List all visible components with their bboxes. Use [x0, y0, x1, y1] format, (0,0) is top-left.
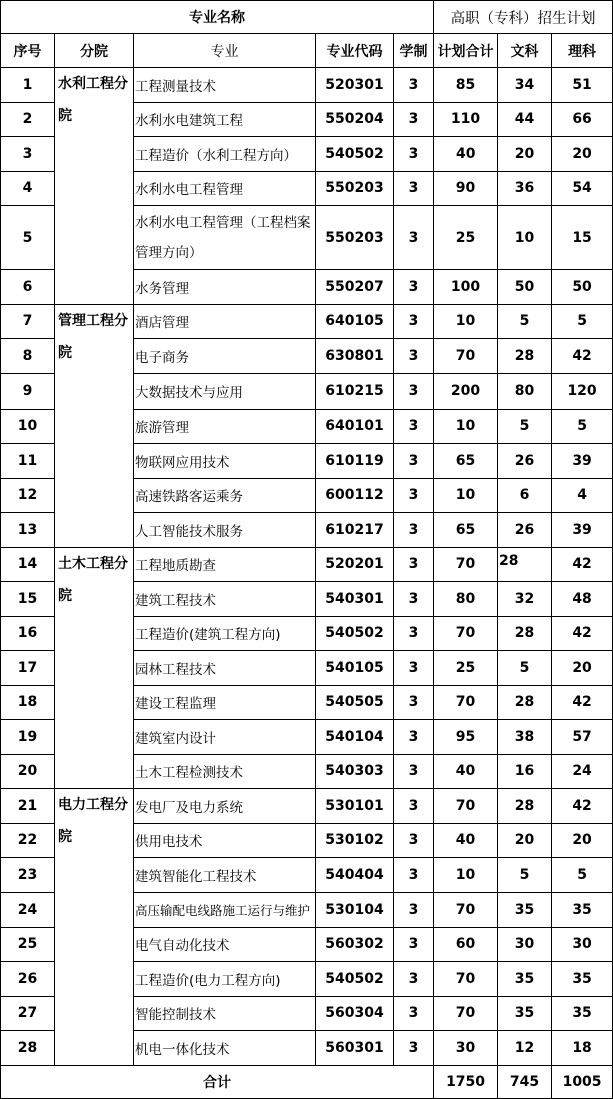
row-number: 24	[1, 892, 55, 927]
title-row	[1, 1, 613, 34]
li-count: 5	[552, 304, 613, 339]
major-name: 建筑室内设计	[134, 720, 316, 755]
li-count: 20	[552, 823, 613, 858]
major-code: 540502	[316, 616, 394, 651]
plan-total: 90	[434, 171, 498, 206]
major-code: 540404	[316, 858, 394, 893]
li-count: 35	[552, 892, 613, 927]
study-years: 3	[394, 444, 434, 479]
major-name: 工程造价（水利工程方向）	[134, 137, 316, 172]
study-years: 3	[394, 858, 434, 893]
totals-plan: 1750	[434, 1065, 498, 1098]
major-name-header: 专业名称	[1, 1, 434, 34]
major-name: 建设工程监理	[134, 685, 316, 720]
plan-total: 40	[434, 754, 498, 789]
plan-title-header: 高职（专科）招生计划	[434, 1, 613, 34]
row-number: 6	[1, 270, 55, 305]
li-count: 42	[552, 616, 613, 651]
li-count: 30	[552, 927, 613, 962]
table-row	[1, 789, 613, 824]
row-number: 8	[1, 339, 55, 374]
row-number: 1	[1, 68, 55, 103]
major-code: 640101	[316, 409, 394, 444]
study-years: 3	[394, 754, 434, 789]
study-years: 3	[394, 720, 434, 755]
row-number: 13	[1, 513, 55, 548]
col-header-years: 学制	[394, 34, 434, 68]
wen-count: 44	[498, 102, 552, 137]
major-name: 大数据技术与应用	[134, 373, 316, 409]
major-code: 520301	[316, 68, 394, 103]
plan-total: 70	[434, 996, 498, 1031]
major-name: 水务管理	[134, 270, 316, 305]
major-code: 530102	[316, 823, 394, 858]
study-years: 3	[394, 339, 434, 374]
major-name: 工程测量技术	[134, 68, 316, 103]
row-number: 14	[1, 547, 55, 582]
study-years: 3	[394, 1031, 434, 1066]
plan-total: 100	[434, 270, 498, 305]
study-years: 3	[394, 102, 434, 137]
wen-count: 30	[498, 927, 552, 962]
table-row	[1, 304, 613, 339]
wen-count: 34	[498, 68, 552, 103]
major-name: 工程造价(电力工程方向)	[134, 962, 316, 997]
plan-total: 70	[434, 547, 498, 582]
col-header-li: 理科	[552, 34, 613, 68]
row-number: 18	[1, 685, 55, 720]
study-years: 3	[394, 206, 434, 270]
totals-li: 1005	[552, 1065, 613, 1098]
table-row	[1, 547, 613, 582]
major-name: 水利水电工程管理	[134, 171, 316, 206]
li-count: 54	[552, 171, 613, 206]
major-name: 人工智能技术服务	[134, 513, 316, 548]
wen-count: 35	[498, 892, 552, 927]
major-code: 550203	[316, 171, 394, 206]
department-name: 水利工程分院	[55, 68, 134, 305]
study-years: 3	[394, 513, 434, 548]
major-code: 610217	[316, 513, 394, 548]
wen-count: 32	[498, 582, 552, 617]
plan-total: 25	[434, 206, 498, 270]
major-code: 640105	[316, 304, 394, 339]
major-name: 发电厂及电力系统	[134, 789, 316, 824]
study-years: 3	[394, 892, 434, 927]
wen-count: 35	[498, 962, 552, 997]
major-name: 高压输配电线路施工运行与维护	[134, 892, 316, 927]
major-code: 550207	[316, 270, 394, 305]
major-code: 550204	[316, 102, 394, 137]
col-header-department: 分院	[55, 34, 134, 68]
plan-total: 40	[434, 137, 498, 172]
plan-total: 10	[434, 858, 498, 893]
major-name: 土木工程检测技术	[134, 754, 316, 789]
wen-count: 38	[498, 720, 552, 755]
wen-count: 5	[498, 304, 552, 339]
major-name: 电气自动化技术	[134, 927, 316, 962]
plan-total: 70	[434, 685, 498, 720]
plan-total: 70	[434, 892, 498, 927]
li-count: 39	[552, 513, 613, 548]
plan-total: 70	[434, 962, 498, 997]
department-name: 电力工程分院	[55, 789, 134, 1066]
row-number: 25	[1, 927, 55, 962]
column-header-row	[1, 34, 613, 68]
row-number: 7	[1, 304, 55, 339]
wen-count: 28	[498, 547, 552, 582]
wen-count: 12	[498, 1031, 552, 1066]
major-code: 560304	[316, 996, 394, 1031]
row-number: 23	[1, 858, 55, 893]
major-name: 酒店管理	[134, 304, 316, 339]
major-code: 540105	[316, 651, 394, 686]
major-code: 610119	[316, 444, 394, 479]
li-count: 51	[552, 68, 613, 103]
major-code: 560302	[316, 927, 394, 962]
study-years: 3	[394, 270, 434, 305]
row-number: 27	[1, 996, 55, 1031]
wen-count: 5	[498, 409, 552, 444]
wen-count: 5	[498, 651, 552, 686]
row-number: 5	[1, 206, 55, 270]
li-count: 48	[552, 582, 613, 617]
wen-count: 26	[498, 444, 552, 479]
row-number: 4	[1, 171, 55, 206]
plan-total: 70	[434, 339, 498, 374]
li-count: 57	[552, 720, 613, 755]
plan-total: 200	[434, 373, 498, 409]
study-years: 3	[394, 68, 434, 103]
major-code: 520201	[316, 547, 394, 582]
major-code: 550203	[316, 206, 394, 270]
plan-total: 70	[434, 616, 498, 651]
li-count: 120	[552, 373, 613, 409]
study-years: 3	[394, 651, 434, 686]
wen-count: 35	[498, 996, 552, 1031]
li-count: 20	[552, 651, 613, 686]
major-name: 供用电技术	[134, 823, 316, 858]
li-count: 20	[552, 137, 613, 172]
wen-count: 50	[498, 270, 552, 305]
major-name: 水利水电工程管理（工程档案管理方向）	[134, 206, 316, 270]
study-years: 3	[394, 373, 434, 409]
major-code: 540505	[316, 685, 394, 720]
li-count: 42	[552, 547, 613, 582]
study-years: 3	[394, 547, 434, 582]
li-count: 35	[552, 962, 613, 997]
row-number: 21	[1, 789, 55, 824]
col-header-no: 序号	[1, 34, 55, 68]
plan-total: 70	[434, 789, 498, 824]
wen-count: 28	[498, 685, 552, 720]
major-name: 工程造价(建筑工程方向)	[134, 616, 316, 651]
study-years: 3	[394, 409, 434, 444]
li-count: 42	[552, 789, 613, 824]
plan-total: 95	[434, 720, 498, 755]
row-number: 17	[1, 651, 55, 686]
wen-count: 16	[498, 754, 552, 789]
row-number: 9	[1, 373, 55, 409]
major-code: 540502	[316, 137, 394, 172]
study-years: 3	[394, 823, 434, 858]
major-name: 工程地质勘查	[134, 547, 316, 582]
li-count: 18	[552, 1031, 613, 1066]
plan-total: 25	[434, 651, 498, 686]
row-number: 12	[1, 478, 55, 513]
study-years: 3	[394, 616, 434, 651]
major-name: 园林工程技术	[134, 651, 316, 686]
study-years: 3	[394, 137, 434, 172]
row-number: 11	[1, 444, 55, 479]
row-number: 10	[1, 409, 55, 444]
wen-count: 28	[498, 616, 552, 651]
row-number: 19	[1, 720, 55, 755]
plan-total: 10	[434, 478, 498, 513]
plan-total: 60	[434, 927, 498, 962]
major-name: 水利水电建筑工程	[134, 102, 316, 137]
wen-count: 26	[498, 513, 552, 548]
major-code: 530104	[316, 892, 394, 927]
col-header-total: 计划合计	[434, 34, 498, 68]
plan-total: 110	[434, 102, 498, 137]
col-header-code: 专业代码	[316, 34, 394, 68]
row-number: 15	[1, 582, 55, 617]
department-name: 管理工程分院	[55, 304, 134, 547]
plan-total: 40	[434, 823, 498, 858]
row-number: 3	[1, 137, 55, 172]
major-name: 智能控制技术	[134, 996, 316, 1031]
major-name: 高速铁路客运乘务	[134, 478, 316, 513]
li-count: 39	[552, 444, 613, 479]
li-count: 50	[552, 270, 613, 305]
plan-total: 30	[434, 1031, 498, 1066]
major-code: 540502	[316, 962, 394, 997]
row-number: 26	[1, 962, 55, 997]
wen-count: 20	[498, 823, 552, 858]
study-years: 3	[394, 789, 434, 824]
table-row	[1, 68, 613, 103]
study-years: 3	[394, 996, 434, 1031]
major-name: 机电一体化技术	[134, 1031, 316, 1066]
wen-count: 36	[498, 171, 552, 206]
major-code: 600112	[316, 478, 394, 513]
totals-label: 合计	[1, 1065, 434, 1098]
major-name: 建筑工程技术	[134, 582, 316, 617]
study-years: 3	[394, 304, 434, 339]
row-number: 28	[1, 1031, 55, 1066]
wen-count: 28	[498, 339, 552, 374]
major-name: 电子商务	[134, 339, 316, 374]
major-code: 540104	[316, 720, 394, 755]
li-count: 24	[552, 754, 613, 789]
li-count: 5	[552, 858, 613, 893]
study-years: 3	[394, 171, 434, 206]
li-count: 5	[552, 409, 613, 444]
plan-total: 80	[434, 582, 498, 617]
col-header-wen: 文科	[498, 34, 552, 68]
major-name: 物联网应用技术	[134, 444, 316, 479]
plan-total: 65	[434, 444, 498, 479]
wen-count: 20	[498, 137, 552, 172]
totals-wen: 745	[498, 1065, 552, 1098]
li-count: 15	[552, 206, 613, 270]
major-code: 540303	[316, 754, 394, 789]
li-count: 66	[552, 102, 613, 137]
department-name: 土木工程分院	[55, 547, 134, 789]
study-years: 3	[394, 962, 434, 997]
row-number: 22	[1, 823, 55, 858]
wen-count: 28	[498, 789, 552, 824]
row-number: 2	[1, 102, 55, 137]
plan-total: 65	[434, 513, 498, 548]
major-name: 建筑智能化工程技术	[134, 858, 316, 893]
plan-total: 10	[434, 409, 498, 444]
row-number: 20	[1, 754, 55, 789]
li-count: 42	[552, 339, 613, 374]
wen-count: 6	[498, 478, 552, 513]
major-code: 630801	[316, 339, 394, 374]
wen-count: 5	[498, 858, 552, 893]
major-code: 540301	[316, 582, 394, 617]
wen-count: 10	[498, 206, 552, 270]
row-number: 16	[1, 616, 55, 651]
major-code: 530101	[316, 789, 394, 824]
col-header-major: 专业	[134, 34, 316, 68]
major-code: 610215	[316, 373, 394, 409]
li-count: 4	[552, 478, 613, 513]
wen-count: 80	[498, 373, 552, 409]
major-code: 560301	[316, 1031, 394, 1066]
major-name: 旅游管理	[134, 409, 316, 444]
li-count: 35	[552, 996, 613, 1031]
study-years: 3	[394, 582, 434, 617]
plan-total: 10	[434, 304, 498, 339]
study-years: 3	[394, 927, 434, 962]
plan-total: 85	[434, 68, 498, 103]
study-years: 3	[394, 685, 434, 720]
li-count: 42	[552, 685, 613, 720]
study-years: 3	[394, 478, 434, 513]
